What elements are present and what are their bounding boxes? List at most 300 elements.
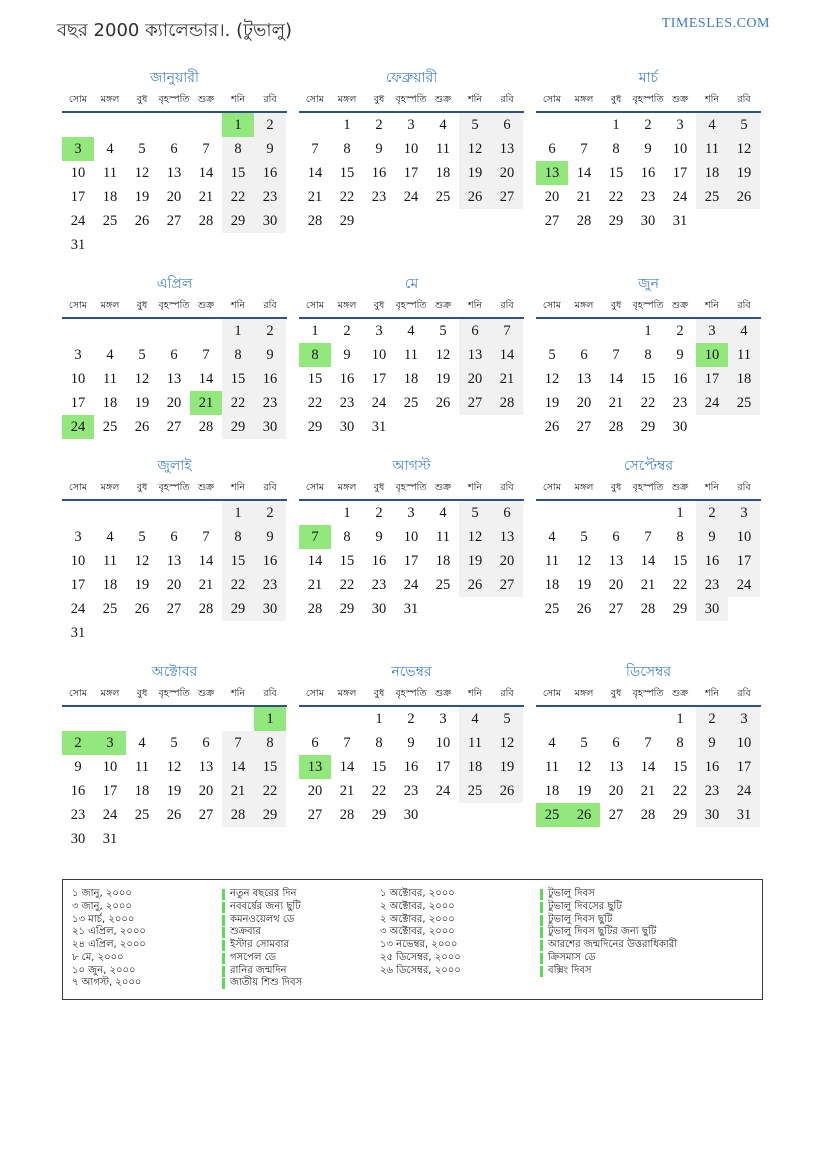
day-cell: 7 — [202, 347, 210, 363]
day-cell: 15 — [222, 367, 254, 391]
weekday-label: সোম — [305, 482, 325, 493]
day-cell: 31 — [672, 213, 688, 229]
weekday-header-row — [299, 687, 524, 707]
empty-day-cell — [459, 415, 491, 439]
day-cell: 25 — [403, 395, 419, 411]
weekday-header-row — [536, 687, 761, 707]
empty-day-cell — [459, 803, 491, 827]
day-cell: 12 — [576, 553, 592, 569]
weekday-label: শুক্র — [434, 688, 452, 699]
day-cell: 13 — [166, 371, 182, 387]
day-cell: 2 — [254, 319, 286, 343]
month-calendar-9 — [536, 456, 761, 645]
day-cell: 28 — [339, 807, 355, 823]
day-cell: 5 — [138, 141, 146, 157]
day-cell: 21 — [198, 189, 214, 205]
weekday-label: শুক্র — [197, 482, 215, 493]
day-cell: 9 — [254, 343, 286, 367]
day-cell: 1 — [222, 501, 254, 525]
day-cell: 28 — [491, 391, 523, 415]
legend-holiday-date: ২৪ এপ্রিল, ২০০০ — [72, 939, 146, 951]
week-row — [536, 391, 761, 415]
day-cell: 1 — [612, 117, 620, 133]
day-cell: 1 — [222, 113, 254, 137]
legend-dates-column — [72, 888, 222, 990]
day-cell: 21 — [608, 395, 624, 411]
day-cell: 8 — [676, 529, 684, 545]
day-cell: 3 — [407, 505, 415, 521]
month-calendar-4 — [62, 274, 287, 439]
day-cell: 13 — [608, 759, 624, 775]
day-cell: 30 — [403, 807, 419, 823]
day-cell: 16 — [640, 165, 656, 181]
day-cell: 13 — [299, 755, 331, 779]
day-cell: 3 — [62, 137, 94, 161]
day-cell: 30 — [70, 831, 86, 847]
month-calendar-11 — [299, 662, 524, 851]
day-cell: 30 — [254, 415, 286, 439]
day-cell: 18 — [102, 577, 118, 593]
week-row — [536, 343, 761, 367]
day-cell: 17 — [728, 549, 760, 573]
holiday-marker-icon — [540, 966, 543, 977]
day-cell: 23 — [339, 395, 355, 411]
empty-day-cell — [126, 621, 158, 645]
day-cell: 20 — [459, 367, 491, 391]
legend-holiday-name: টুভালু দিবস — [540, 886, 595, 903]
day-cell: 17 — [371, 371, 387, 387]
day-cell: 4 — [407, 323, 415, 339]
day-cell: 22 — [307, 395, 323, 411]
legend-holiday-date: ২৫ ডিসেম্বর, ২০০০ — [380, 951, 461, 963]
day-cell: 27 — [491, 573, 523, 597]
day-cell: 14 — [491, 343, 523, 367]
empty-day-cell — [395, 209, 427, 233]
day-cell: 31 — [728, 803, 760, 827]
weekday-label: শুক্র — [197, 94, 215, 105]
day-cell: 30 — [254, 597, 286, 621]
day-cell: 11 — [135, 759, 149, 775]
day-cell: 20 — [166, 395, 182, 411]
week-row — [299, 525, 524, 549]
day-cell: 28 — [222, 803, 254, 827]
weekday-label: রবি — [737, 300, 751, 311]
weekday-label: বুধ — [136, 482, 148, 493]
day-cell: 2 — [696, 501, 728, 525]
day-cell: 29 — [640, 419, 656, 435]
day-cell: 18 — [544, 783, 560, 799]
legend-holiday-name: ইস্টার সোমবার — [222, 937, 289, 954]
weekday-label: মঙ্গল — [337, 688, 357, 699]
week-row — [536, 755, 761, 779]
legend-holiday-date: ২৬ ডিসেম্বর, ২০০০ — [380, 964, 461, 976]
weekday-header-row — [62, 481, 287, 501]
weekday-label: রবি — [737, 688, 751, 699]
day-cell: 13 — [576, 371, 592, 387]
day-cell: 12 — [166, 759, 182, 775]
day-cell: 13 — [491, 137, 523, 161]
legend-holiday-date: ১০ জুন, ২০০০ — [72, 964, 136, 976]
day-cell: 23 — [403, 783, 419, 799]
day-cell: 13 — [166, 553, 182, 569]
weekday-header-row — [62, 299, 287, 319]
day-cell: 22 — [254, 779, 286, 803]
day-cell: 12 — [491, 731, 523, 755]
day-cell: 24 — [70, 601, 86, 617]
empty-day-cell — [536, 113, 568, 137]
weekday-label: শনি — [467, 482, 482, 493]
day-cell: 23 — [696, 779, 728, 803]
day-cell: 14 — [307, 165, 323, 181]
day-cell: 21 — [307, 189, 323, 205]
day-cell: 29 — [307, 419, 323, 435]
empty-day-cell — [331, 707, 363, 731]
weekday-header-row — [536, 481, 761, 501]
day-cell: 23 — [672, 395, 688, 411]
empty-day-cell — [728, 209, 760, 233]
week-row — [62, 621, 287, 645]
day-cell: 22 — [672, 783, 688, 799]
site-link[interactable]: TIMESLES.COM — [661, 16, 770, 31]
day-cell: 15 — [254, 755, 286, 779]
day-cell: 29 — [222, 597, 254, 621]
weekday-label: সোম — [542, 94, 562, 105]
empty-day-cell — [94, 501, 126, 525]
day-cell: 10 — [371, 347, 387, 363]
week-row — [299, 731, 524, 755]
weekday-label: শনি — [704, 688, 719, 699]
day-cell: 11 — [459, 731, 491, 755]
weekday-header-row — [299, 481, 524, 501]
day-cell: 5 — [548, 347, 556, 363]
day-cell: 23 — [70, 807, 86, 823]
empty-day-cell — [600, 501, 632, 525]
weekday-label: সোম — [305, 688, 325, 699]
day-cell: 6 — [170, 529, 178, 545]
day-cell: 8 — [676, 735, 684, 751]
day-cell: 18 — [435, 165, 451, 181]
day-cell: 22 — [608, 189, 624, 205]
weekday-label: শনি — [230, 300, 245, 311]
legend-holiday-date: ৮ মে, ২০০০ — [72, 951, 124, 963]
day-cell: 7 — [580, 141, 588, 157]
weekday-header-row — [62, 93, 287, 113]
day-cell: 29 — [222, 415, 254, 439]
day-cell: 22 — [339, 189, 355, 205]
week-row — [536, 731, 761, 755]
day-cell: 17 — [70, 577, 86, 593]
weekday-label: সোম — [542, 482, 562, 493]
day-cell: 13 — [166, 165, 182, 181]
day-cell: 4 — [728, 319, 760, 343]
empty-day-cell — [299, 707, 331, 731]
day-cell: 8 — [343, 529, 351, 545]
empty-day-cell — [696, 415, 728, 439]
day-cell: 27 — [459, 391, 491, 415]
day-cell: 24 — [728, 573, 760, 597]
empty-day-cell — [126, 319, 158, 343]
day-cell: 4 — [138, 735, 146, 751]
empty-day-cell — [696, 209, 728, 233]
day-cell: 14 — [307, 553, 323, 569]
empty-day-cell — [158, 113, 190, 137]
empty-day-cell — [222, 827, 254, 851]
empty-day-cell — [536, 707, 568, 731]
day-cell: 18 — [544, 577, 560, 593]
empty-day-cell — [222, 233, 254, 257]
week-row — [536, 501, 761, 525]
legend-holiday-date: ১৩ মার্চ, ২০০০ — [72, 913, 135, 925]
day-cell: 15 — [672, 553, 688, 569]
day-cell: 25 — [134, 807, 150, 823]
day-cell: 11 — [436, 141, 450, 157]
day-cell: 30 — [672, 419, 688, 435]
day-cell: 7 — [644, 735, 652, 751]
week-row — [536, 137, 761, 161]
day-cell: 23 — [696, 573, 728, 597]
weekday-label: সোম — [542, 688, 562, 699]
month-calendar-12 — [536, 662, 761, 851]
day-cell: 17 — [403, 553, 419, 569]
week-row — [62, 597, 287, 621]
empty-day-cell — [94, 707, 126, 731]
empty-day-cell — [536, 501, 568, 525]
day-cell: 28 — [198, 213, 214, 229]
weekday-label: শনি — [467, 300, 482, 311]
weekday-label: মঙ্গল — [574, 94, 594, 105]
day-cell: 14 — [198, 371, 214, 387]
month-title: জানুয়ারী — [150, 70, 199, 86]
month-title: নভেম্বর — [391, 664, 432, 680]
day-cell: 1 — [222, 319, 254, 343]
week-row — [62, 779, 287, 803]
legend-holiday-name: শুক্রবার — [222, 924, 261, 941]
empty-day-cell — [427, 415, 459, 439]
day-cell: 8 — [612, 141, 620, 157]
weekday-label: মঙ্গল — [100, 94, 120, 105]
day-cell: 16 — [696, 755, 728, 779]
day-cell: 6 — [612, 529, 620, 545]
day-cell: 30 — [696, 803, 728, 827]
empty-day-cell — [94, 113, 126, 137]
empty-day-cell — [254, 621, 286, 645]
month-calendar-7 — [62, 456, 287, 645]
empty-day-cell — [94, 621, 126, 645]
day-cell: 20 — [166, 189, 182, 205]
month-title: ডিসেম্বর — [625, 664, 672, 680]
day-cell: 3 — [439, 711, 447, 727]
weekday-label: বৃহস্পতি — [395, 688, 427, 699]
month-calendar-10 — [62, 662, 287, 851]
weekday-label: শুক্র — [671, 94, 689, 105]
day-cell: 24 — [403, 577, 419, 593]
weekday-label: রবি — [737, 482, 751, 493]
empty-day-cell — [190, 233, 222, 257]
day-cell: 16 — [403, 759, 419, 775]
weekday-label: শনি — [230, 94, 245, 105]
day-cell: 19 — [728, 161, 760, 185]
day-cell: 23 — [254, 573, 286, 597]
day-cell: 19 — [491, 755, 523, 779]
day-cell: 10 — [70, 553, 86, 569]
day-cell: 15 — [640, 371, 656, 387]
day-cell: 23 — [371, 189, 387, 205]
legend-holiday-name: নববর্ষের জন্য ছুটি — [222, 899, 301, 916]
day-cell: 8 — [343, 141, 351, 157]
week-row — [62, 501, 287, 525]
week-row — [536, 319, 761, 343]
day-cell: 9 — [676, 347, 684, 363]
day-cell: 5 — [491, 707, 523, 731]
day-cell: 25 — [435, 577, 451, 593]
month-calendar-5 — [299, 274, 524, 439]
day-cell: 10 — [70, 371, 86, 387]
day-cell: 29 — [672, 807, 688, 823]
empty-day-cell — [299, 501, 331, 525]
day-cell: 11 — [103, 165, 117, 181]
day-cell: 3 — [676, 117, 684, 133]
weekday-label: সোম — [542, 300, 562, 311]
weekday-label: বুধ — [610, 482, 622, 493]
day-cell: 8 — [254, 731, 286, 755]
weekday-label: বুধ — [373, 482, 385, 493]
day-cell: 27 — [166, 419, 182, 435]
day-cell: 1 — [343, 117, 351, 133]
day-cell: 14 — [640, 553, 656, 569]
empty-day-cell — [728, 415, 760, 439]
months-grid — [62, 68, 761, 851]
week-row — [299, 343, 524, 367]
week-row — [299, 113, 524, 137]
empty-day-cell — [568, 707, 600, 731]
day-cell: 30 — [371, 601, 387, 617]
legend-holiday-name: কমনওয়েলথ ডে — [222, 912, 294, 929]
day-cell: 11 — [545, 759, 559, 775]
weekday-label: সোম — [68, 482, 88, 493]
day-cell: 7 — [299, 525, 331, 549]
week-row — [299, 755, 524, 779]
weekday-label: শনি — [467, 688, 482, 699]
month-title: জুন — [638, 276, 659, 292]
weekday-label: বৃহস্পতি — [158, 94, 190, 105]
day-cell: 1 — [644, 323, 652, 339]
day-cell: 12 — [435, 347, 451, 363]
empty-day-cell — [491, 209, 523, 233]
weekday-label: সোম — [305, 94, 325, 105]
day-cell: 15 — [339, 553, 355, 569]
week-row — [62, 827, 287, 851]
month-title: মার্চ — [638, 70, 659, 86]
week-row — [536, 415, 761, 439]
day-cell: 3 — [407, 117, 415, 133]
legend-holiday-name: আরশের জন্মদিনের উত্তরাধিকারী — [540, 937, 677, 954]
empty-day-cell — [363, 209, 395, 233]
day-cell: 6 — [491, 113, 523, 137]
empty-day-cell — [94, 319, 126, 343]
week-row — [536, 803, 761, 827]
day-cell: 19 — [544, 395, 560, 411]
day-cell: 18 — [134, 783, 150, 799]
day-cell: 11 — [728, 343, 760, 367]
day-cell: 11 — [436, 529, 450, 545]
day-cell: 20 — [608, 783, 624, 799]
day-cell: 19 — [134, 577, 150, 593]
day-cell: 16 — [371, 553, 387, 569]
weekday-label: মঙ্গল — [574, 688, 594, 699]
day-cell: 25 — [728, 391, 760, 415]
day-cell: 26 — [134, 213, 150, 229]
weekday-label: শনি — [230, 482, 245, 493]
day-cell: 29 — [339, 213, 355, 229]
day-cell: 17 — [728, 755, 760, 779]
day-cell: 16 — [371, 165, 387, 181]
month-calendar-2 — [299, 68, 524, 257]
day-cell: 1 — [676, 505, 684, 521]
day-cell: 14 — [640, 759, 656, 775]
day-cell: 10 — [403, 141, 419, 157]
weekday-label: শুক্র — [434, 94, 452, 105]
legend-holiday-name: টুভালু দিবস ছুটির জন্য ছুটি — [540, 924, 656, 941]
day-cell: 7 — [311, 141, 319, 157]
week-row — [62, 137, 287, 161]
day-cell: 16 — [672, 371, 688, 387]
empty-day-cell — [632, 707, 664, 731]
day-cell: 4 — [439, 117, 447, 133]
day-cell: 20 — [608, 577, 624, 593]
day-cell: 19 — [576, 577, 592, 593]
weekday-label: শুক্র — [671, 482, 689, 493]
empty-day-cell — [94, 233, 126, 257]
day-cell: 28 — [608, 419, 624, 435]
empty-day-cell — [536, 319, 568, 343]
empty-day-cell — [299, 113, 331, 137]
day-cell: 28 — [198, 601, 214, 617]
weekday-header-row — [299, 299, 524, 319]
weekday-label: বুধ — [373, 300, 385, 311]
empty-day-cell — [126, 827, 158, 851]
week-row — [62, 549, 287, 573]
weekday-label: রবি — [737, 94, 751, 105]
empty-day-cell — [427, 803, 459, 827]
day-cell: 21 — [576, 189, 592, 205]
day-cell: 7 — [202, 141, 210, 157]
empty-day-cell — [427, 209, 459, 233]
day-cell: 11 — [404, 347, 418, 363]
day-cell: 4 — [106, 141, 114, 157]
day-cell: 17 — [70, 395, 86, 411]
day-cell: 1 — [676, 711, 684, 727]
day-cell: 25 — [536, 803, 568, 827]
empty-day-cell — [126, 113, 158, 137]
day-cell: 9 — [375, 529, 383, 545]
day-cell: 7 — [612, 347, 620, 363]
day-cell: 13 — [491, 525, 523, 549]
day-cell: 23 — [371, 577, 387, 593]
weekday-label: শুক্র — [197, 300, 215, 311]
weekday-label: মঙ্গল — [100, 482, 120, 493]
week-row — [299, 161, 524, 185]
weekday-header-row — [299, 93, 524, 113]
week-row — [536, 161, 761, 185]
day-cell: 27 — [544, 213, 560, 229]
day-cell: 2 — [696, 707, 728, 731]
empty-day-cell — [600, 707, 632, 731]
day-cell: 18 — [102, 189, 118, 205]
day-cell: 14 — [198, 553, 214, 569]
day-cell: 12 — [576, 759, 592, 775]
day-cell: 3 — [696, 319, 728, 343]
day-cell: 16 — [70, 783, 86, 799]
